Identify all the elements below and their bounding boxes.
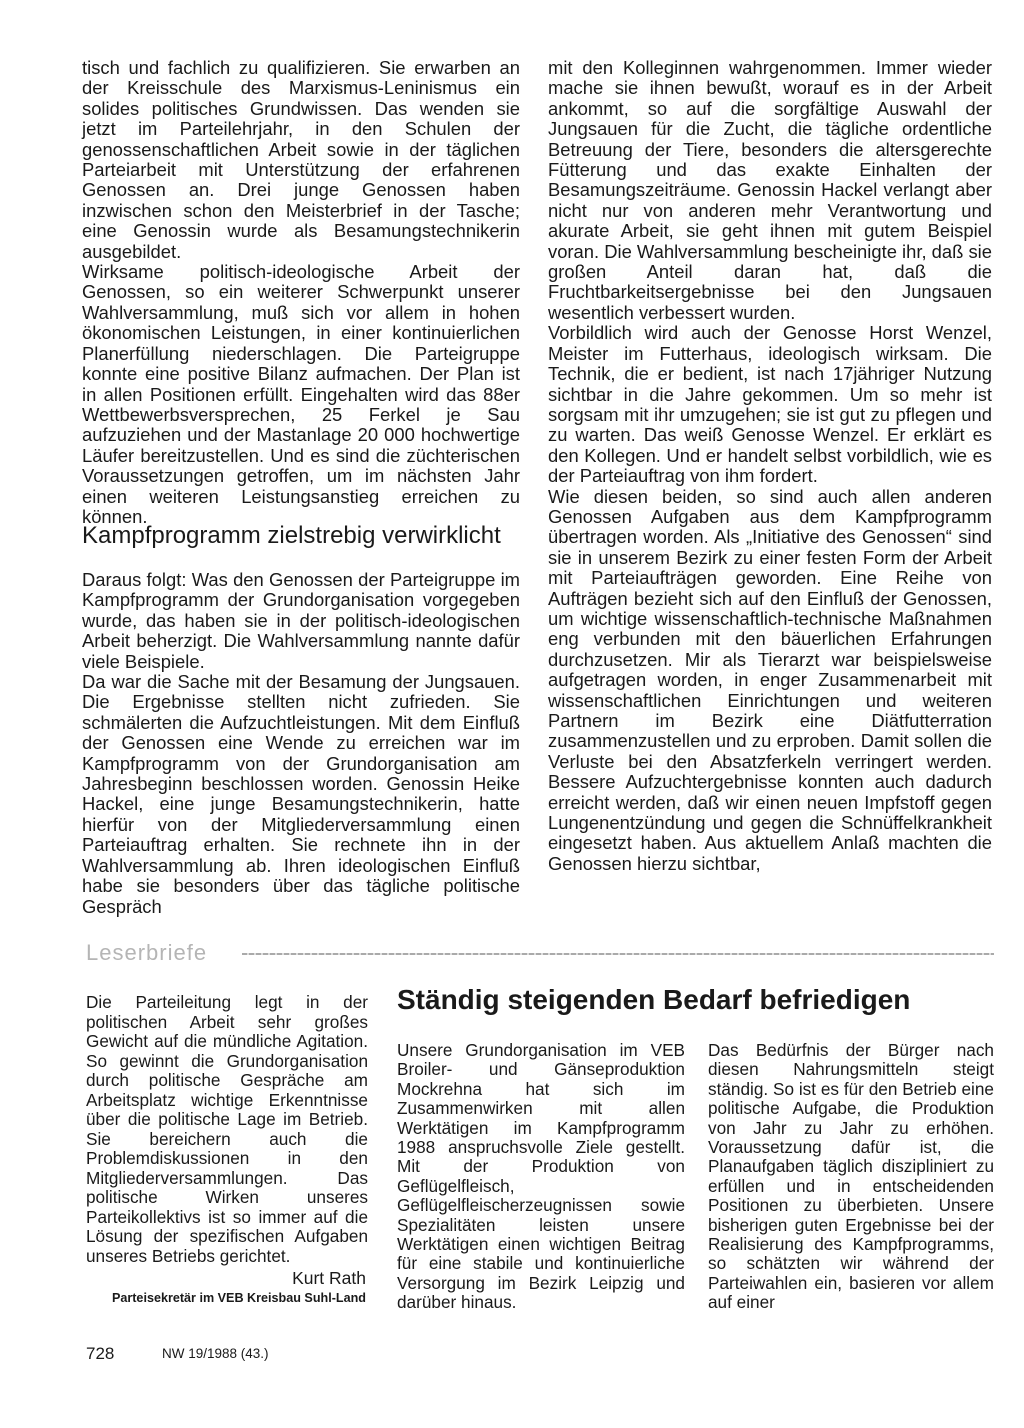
letter-text: Die Parteileitung legt in der politischen Arbeit sehr großes Gewicht auf die mündliche Agitation. So gewinnt die Grundorganisation durch politische Gespräche am Arbeitsplatz wichtige Erkenntnisse über die politische Lage im Betrieb. Sie bereichern auch die Problemdiskussionen in den Mitgliederversammlungen. Das politische Wirken unseres Parteikollektivs ist so immer auf die Lösung der spezifischen Aufgaben unseres Betriebs gerichtet. bbox=[86, 992, 368, 1266]
letter-author-role: Parteisekretär im VEB Kreisbau Suhl-Land bbox=[111, 1291, 366, 1305]
section-heading: Kampfprogramm zielstrebig verwirklicht bbox=[82, 522, 501, 549]
issue-reference: NW 19/1988 (43.) bbox=[162, 1346, 269, 1361]
page-number: 728 bbox=[86, 1344, 115, 1363]
left-column-upper bbox=[82, 58, 520, 527]
paragraph: Daraus folgt: Was den Genossen der Parteigruppe im Kampfprogramm der Grundorganisation vorgegeben wurde, das haben sie in der politisch-ideologischen Arbeit beherzigt. Die Wahlversammlung nannte dafür viele Beispiele. bbox=[82, 569, 520, 672]
paragraph: mit den Kolleginnen wahrgenommen. Immer wieder mache sie ihnen bewußt, worauf es in der Arbeit ankommt, so auf die sorgfältige Auswahl der Jungsauen für die Zucht, die tägliche ordentliche Betreuung der Tiere, besonders die altersgerechte Fütterung und das exakte Einhalten der Besamungszeiträume. Genossin Hackel verlangt aber nicht nur von anderen mehr Verantwortung und akurate Arbeit, sie geht ihnen mit gutem Beispiel voran. Die Wahlversammlung bescheinigte ihr, daß sie großen Anteil daran hat, daß die Fruchtbarkeitsergebnisse bei den Jungsauen wesentlich verbessert wurden. bbox=[548, 57, 992, 323]
article-column-left bbox=[397, 1041, 685, 1313]
section-divider bbox=[242, 953, 994, 955]
paragraph: Da war die Sache mit der Besamung der Jungsauen. Die Ergebnisse stellten nicht zufrieden. Sie schmälerten die Aufzuchtleistungen. Mit dem Einfluß der Genossen eine Wende zu erreichen war im Kampfprogramm von der Grundorganisation am Jahresbeginn beschlossen worden. Genossin Heike Hackel, eine junge Besamungstechnikerin, hatte hierfür von der Mitgliederversammlung einen Parteiauftrag erhalten. Sie rechnete ihn in der Wahlversammlung ab. Ihren ideologischen Einfluß habe sie besonders über das tägliche politische Gespräch bbox=[82, 671, 520, 917]
letter-author: Kurt Rath bbox=[292, 1268, 366, 1288]
right-column-upper bbox=[548, 58, 992, 874]
paragraph: tisch und fachlich zu qualifizieren. Sie erwarben an der Kreisschule des Marxismus-Leninismus ein solides politisches Grundwissen. Das wenden sie jetzt im Parteilehrjahr, in den Schulen der genossenschaftlichen Arbeit sowie in der täglichen Parteiarbeit mit Unterstützung der erfahrenen Genossen an. Drei junge Genossen haben inzwischen schon den Meisterbrief in der Tasche; eine Genossin wurde als Besamungstechnikerin ausgebildet. bbox=[82, 57, 520, 262]
paragraph: Wirksame politisch-ideologische Arbeit der Genossen, so ein weiterer Schwerpunkt unserer Wahlversammlung, muß sich vor allem in hohen ökonomischen Leistungen, in einer kontinuierlichen Planerfüllung niederschlagen. Die Parteigruppe konnte eine positive Bilanz aufmachen. Der Plan ist in allen Positionen erfüllt. Eingehalten wird das 88er Wettbewerbsversprechen, 25 Ferkel je Sau aufzuziehen und der Mastanlage 20 000 hochwertige Läufer bereitzustellen. Und es sind die züchterischen Voraussetzungen getroffen, um im nächsten Jahr einen weiteren Leistungsanstieg erreichen zu können. bbox=[82, 261, 520, 527]
reader-letter bbox=[86, 993, 368, 1266]
article-column-right bbox=[708, 1041, 994, 1313]
left-column-lower bbox=[82, 570, 520, 917]
article-title: Ständig steigenden Bedarf befriedigen bbox=[397, 984, 911, 1015]
paragraph: Wie diesen beiden, so sind auch allen anderen Genossen Aufgaben aus dem Kampfprogramm übertragen worden. Als „Initiative des Genossen“ sind sie in unserem Bezirk zu einer festen Form der Arbeit mit Parteiaufträgen geworden. Eine Reihe von Aufträgen bezieht sich auf den Einfluß der Genossen, um wichtige wissenschaftlich-technische Maßnahmen eng verbunden mit den bäuerlichen Erfahrungen durchzusetzen. Mir als Tierarzt war beispielsweise aufgetragen worden, in enger Zusammenarbeit mit wissenschaftlichen Einrichtungen und weiteren Partnern im Bezirk eine Diätfutterration zusammenzustellen und zu erproben. Damit sollen die Verluste bei den Absatzferkeln verringert werden. Bessere Aufzuchtergebnisse konnten auch dadurch erreicht werden, daß wir einen neuen Impfstoff gegen Lungenentzündung und gegen die Schnüffelkrankheit eingesetzt haben. Aus aktuellem Anlaß machten die Genossen hierzu sichtbar, bbox=[548, 485, 992, 874]
paragraph: Vorbildlich wird auch der Genosse Horst Wenzel, Meister im Futterhaus, ideologisch wirksam. Die Technik, die er bedient, ist nach 17jähriger Nutzung sichtbar in die Jahre gekommen. Um so mehr ist sorgsam mit ihr umzugehen; sie ist gut zu pflegen und zu warten. Das weiß Genosse Wenzel. Er erklärt es den Kollegen. Und er handelt selbst vorbildlich, wie es der Parteiauftrag von ihm fordert. bbox=[548, 322, 992, 487]
paragraph: Unsere Grundorganisation im VEB Broiler- und Gänseproduktion Mockrehna hat sich im Zusammenwirken mit allen Werktätigen im Kampfprogramm 1988 anspruchsvolle Ziele gestellt. Mit der Produktion von Geflügelfleisch, Geflügelfleischerzeugnissen sowie Spezialitäten leisten unsere Werktätigen einen wichtigen Beitrag für eine stabile und kontinuierliche Versorgung im Bezirk Leipzig und darüber hinaus. bbox=[397, 1040, 685, 1313]
paragraph: Das Bedürfnis der Bürger nach diesen Nahrungsmitteln steigt ständig. So ist es für den Betrieb eine politische Aufgabe, die Produktion von Jahr zu Jahr zu erhöhen. Voraussetzung dafür ist, die Planaufgaben täglich diszipliniert zu erfüllen und in entscheidenden Positionen zu überbieten. Unsere bisherigen guten Ergebnisse bei der Realisierung des Kampfprogramms, so schätzten wir während der Parteiwahlen ein, basieren vor allem auf einer bbox=[708, 1040, 994, 1313]
section-label-leserbriefe: Leserbriefe bbox=[86, 940, 208, 965]
